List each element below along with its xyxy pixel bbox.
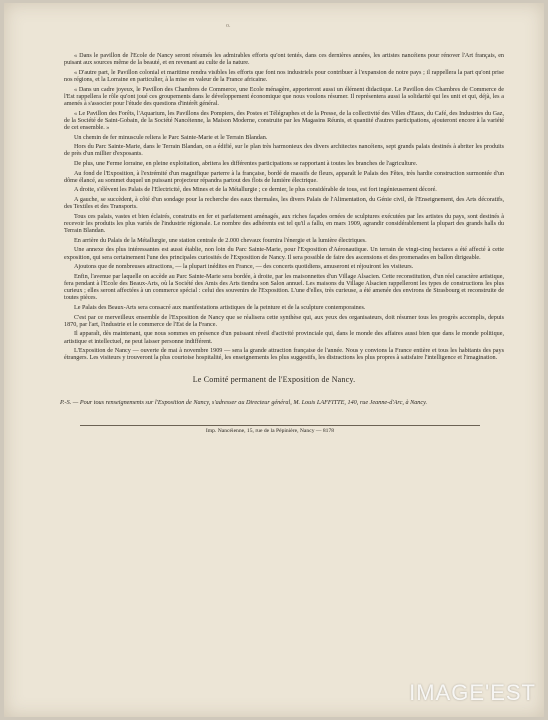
- paragraph: « Dans un cadre joyeux, le Pavillon des Chambres de Commerce, une Ecole ménagère, apporteront aussi un élément didactique. Le Pavillon des Chambres de Commerce de l'Est rappellera le rôle qu'ont joué ces groupements dans le développement économique que nous voulons résumer. Il représentera aussi la solidarité qui les unit et qui, déjà, les a amenés à s'associer pour l'étude des questions d'intérêt général.: [64, 86, 504, 107]
- paragraph: Hors du Parc Sainte-Marie, dans le Terrain Blandan, on a édifié, sur le plan très harmonieux des divers architectes nancéiens, sept grands palais destinés à abriter les produits de près d'un millier d'exposants.: [64, 144, 504, 158]
- paragraph: A droite, s'élèvent les Palais de l'Electricité, des Mines et de la Métallurgie ; ce dernier, le plus considérable de tous, est fort ingénieusement décoré.: [74, 187, 437, 194]
- paragraph: « Dans le pavillon de l'Ecole de Nancy seront résumés les admirables efforts qu'ont tentés, dans ces dernières années, les artistes nancéiens pour rénover l'Art français, en puisant aux sources même de la beauté, et en revenant au culte de la nature.: [64, 53, 504, 67]
- paragraph: L'Exposition de Nancy — ouverte de mai à novembre 1909 — sera la grande attraction française de l'année. Nous y convions la France entière et tous les habitants des pays étrangers. Les visiteurs y trouveront la plus courtoise hospitalité, les enseignements les plus suggestifs, les distractions les plus propres à satisfaire l'intelligence et l'imagination.: [64, 348, 504, 362]
- postscript: P.-S. — Pour tous renseignements sur l'Exposition de Nancy, s'adresser au Directeur général, M. Louis LAFFITTE, 140, rue Jeanne-d'Arc, à Nancy.: [60, 399, 428, 406]
- paragraph: Un chemin de fer minuscule reliera le Parc Sainte-Marie et le Terrain Blandan.: [74, 134, 268, 141]
- body-text: [64, 53, 504, 365]
- signature-line: Le Comité permanent de l'Exposition de Nancy.: [192, 375, 356, 384]
- imprint: Imp. Nancéienne, 15, rue de la Pépinière, Nancy — 8178: [205, 428, 335, 434]
- paragraph: Tous ces palais, vastes et bien éclairés, construits en fer et parfaitement aménagés, aux riches façades ornées de sculptures exécutées par les artistes du pays, sont destinés à recevoir les produits les plus variés de l'industrie régionale. Le nombre des adhérents est tel qu'il a fallu, en mars 1909, agrandir considérablement la plupart des grands halls du Terrain Blandan.: [64, 213, 504, 235]
- paragraph: De plus, une Ferme lorraine, en pleine exploitation, abritera les différentes participations se rapportant à toutes les branches de l'agriculture.: [74, 160, 418, 167]
- document-page: [4, 3, 544, 717]
- paragraph: Enfin, l'avenue par laquelle on accède au Parc Sainte-Marie sera bordée, à droite, par les maisonnettes d'un Village Alsacien. Cette reconstitution, d'un réel caractère artistique, fera pendant à l'Ecole des Beaux-Arts, où la Société des Amis des Arts tiendra son Salon annuel. Les maisons du Village Alsacien rappelleront les types de constructions les plus curieux ; elles seront affectées à un commerce spécial : celui des souvenirs de l'Exposition. L'une d'elles, très curieuse, a été amenée des environs de Strasbourg et reconstruite de toutes pièces.: [64, 273, 504, 302]
- paragraph: En arrière du Palais de la Métallurgie, une station centrale de 2.000 chevaux fournira l'énergie et la lumière électriques.: [74, 237, 367, 244]
- paragraph: « Le Pavillon des Forêts, l'Aquarium, les Pavillons des Pompiers, des Postes et Télégraphes et de la Presse, de la collectivité des Villes d'Eaux, du Café, des Industries du Gaz, de la Société de Saint-Gobain, de la Société Nancéienne, la Maison Moderne, construite par les Magasins Réunis, et quantité d'autres participations, ajouteront encore à la variété de cet ensemble. »: [64, 110, 504, 131]
- paragraph: Il apparaît, dès maintenant, que nous sommes en présence d'un puissant réveil d'activité provinciale qui, dans le monde des affaires aussi bien que dans le monde politique, artistique et intellectuel, ne peut laisser personne indifférent.: [64, 331, 504, 345]
- top-mark: o.: [226, 23, 231, 29]
- paragraph: C'est par ce merveilleux ensemble de l'Exposition de Nancy que se réalisera cette synthèse qui, aux yeux des organisateurs, doit résumer tous les progrès accomplis, depuis 1870, par l'art, l'industrie et le commerce de l'Est de la France.: [64, 314, 504, 328]
- watermark-logo: IMAGE'EST: [409, 680, 536, 705]
- divider-rule: [80, 425, 480, 426]
- paragraph: Le Palais des Beaux-Arts sera consacré aux manifestations artistiques de la peinture et de la sculpture contemporaines.: [74, 304, 366, 311]
- paragraph: Ajoutons que de nombreuses attractions, — la plupart inédites en France, — des concerts quotidiens, amuseront et réjouiront les visiteurs.: [74, 264, 414, 271]
- paragraph: Au fond de l'Exposition, à l'extrémité d'un magnifique parterre à la française, bordé de massifs de fleurs, apparaît le Palais des Fêtes, très hardie construction surmontée d'un dôme élancé, au sommet duquel un puissant projecteur répandra partout des flots de lumière électrique.: [64, 170, 504, 184]
- paragraph: « D'autre part, le Pavillon colonial et maritime rendra visibles les efforts que font nos industriels pour contribuer à l'expansion de notre pays ; il rappellera la part qu'ont prise nos régions, et la Lorraine en particulier, à la mise en valeur de la France africaine.: [64, 69, 504, 83]
- paragraph: Une annexe des plus intéressantes est aussi établie, non loin du Parc Sainte-Marie, pour l'Exposition d'Aéronautique. Un terrain de vingt-cinq hectares a été affecté à cette exposition, qui sera certainement l'une des principales curiosités de l'Exposition de Nancy. Il sera possible de faire des ascensions et des promenades en ballon dirigeable.: [64, 247, 504, 261]
- paragraph: A gauche, se succèdent, à côté d'un sondage pour la recherche des eaux thermales, les divers Palais de l'Alimentation, du Génie civil, de l'Enseignement, des Arts décoratifs, des Textiles et des Transports.: [64, 196, 504, 211]
